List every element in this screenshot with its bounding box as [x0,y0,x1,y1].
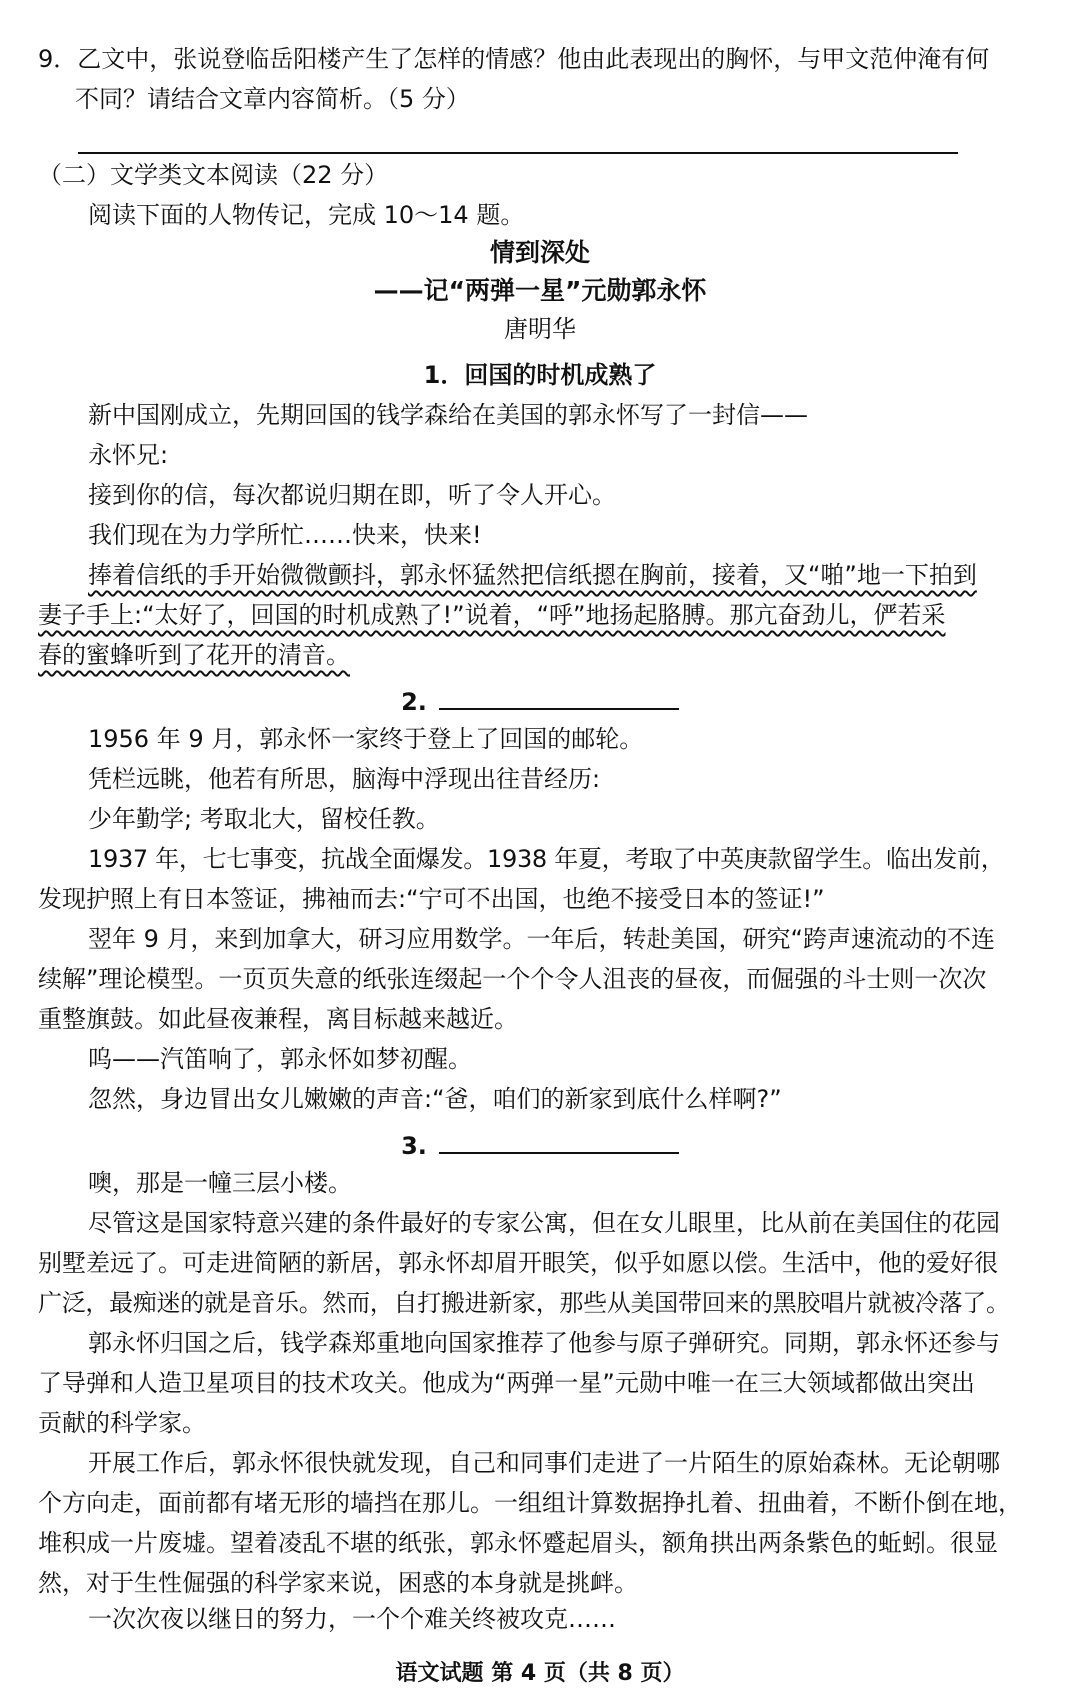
question-9-line-2: 不同？请结合文章内容简析。（5 分） [75,85,470,113]
paragraph-line: 发现护照上有日本签证，拂袖而去:“宁可不出国，也绝不接受日本的签证!” [38,885,825,913]
part-3-number: 3. [401,1132,427,1160]
page-footer: 语文试题 第 4 页（共 8 页） [395,1661,685,1686]
paragraph-line: 呜——汽笛响了，郭永怀如梦初醒。 [88,1045,472,1073]
question-9-line-1: 9．乙文中，张说登临岳阳楼产生了怎样的情感？他由此表现出的胸怀，与甲文范仲淹有何 [38,45,990,73]
part-2-number: 2. [401,688,427,716]
paragraph-line: 接到你的信，每次都说归期在即，听了令人开心。 [88,481,616,509]
section-heading: （二）文学类文本阅读（22 分） [38,161,389,189]
paragraph-line: 噢，那是一幢三层小楼。 [88,1169,352,1197]
paragraph-line: 郭永怀归国之后，钱学森郑重地向国家推荐了他参与原子弹研究。同期，郭永怀还参与 [88,1329,1000,1357]
article-title: 情到深处 [489,238,590,267]
wavy-underlined-text: 妻子手上:“太好了，回国的时机成熟了!”说着，“呼”地扬起胳膊。那亢奋劲儿，俨若采 [38,601,946,629]
paragraph-line: 凭栏远眺，他若有所思，脑海中浮现出往昔经历: [88,765,601,793]
paragraph-line: 永怀兄: [88,441,169,469]
paragraph-line: 然，对于生性倔强的科学家来说，困惑的本身就是挑衅。 [38,1569,638,1597]
answer-line [78,152,958,154]
paragraph-line: 了导弹和人造卫星项目的技术攻关。他成为“两弹一星”元勋中唯一在三大领域都做出突出 [38,1369,975,1397]
paragraph-line: 1956 年 9 月，郭永怀一家终于登上了回国的邮轮。 [88,725,644,753]
part-2-blank [439,680,679,710]
paragraph-line: 别墅差远了。可走进简陋的新居，郭永怀却眉开眼笑，似乎如愿以偿。生活中，他的爱好很 [38,1249,998,1277]
paragraph-line: 开展工作后，郭永怀很快就发现，自己和同事们走进了一片陌生的原始森林。无论朝哪 [88,1449,1000,1477]
part-1-heading: 1．回国的时机成熟了 [423,361,657,389]
wavy-underlined-text: 捧着信纸的手开始微微颤抖，郭永怀猛然把信纸摁在胸前，接着，又“啪”地一下拍到 [88,561,977,589]
paragraph-line: 少年勤学; 考取北大，留校任教。 [88,805,440,833]
paragraph-line: 新中国刚成立，先期回国的钱学森给在美国的郭永怀写了一封信—— [88,401,808,429]
article-subtitle: ——记“两弹一星”元勋郭永怀 [373,276,707,305]
part-2-heading [0,680,1080,718]
paragraph-line: 我们现在为力学所忙……快来，快来! [88,521,482,549]
paragraph-line: 堆积成一片废墟。望着凌乱不堪的纸张，郭永怀蹙起眉头，额角拱出两条紫色的蚯蚓。很显 [38,1529,998,1557]
section-instruction: 阅读下面的人物传记，完成 10～14 题。 [88,201,525,229]
wavy-underlined-text: 春的蜜蜂听到了花开的清音。 [38,641,350,669]
paragraph-line: 续解”理论模型。一页页失意的纸张连缀起一个个令人沮丧的昼夜，而倔强的斗士则一次次 [38,965,987,993]
paragraph-line: 翌年 9 月，来到加拿大，研习应用数学。一年后，转赴美国，研究“跨声速流动的不连 [88,925,995,953]
part-3-heading [0,1124,1080,1162]
paragraph-line: 尽管这是国家特意兴建的条件最好的专家公寓，但在女儿眼里，比从前在美国住的花园 [88,1209,1000,1237]
paragraph-line: 个方向走，面前都有堵无形的墙挡在那儿。一组组计算数据挣扎着、扭曲着，不断仆倒在地， [38,1489,1022,1517]
paragraph-line: 贡献的科学家。 [38,1409,206,1437]
paragraph-line-wavy [38,596,1048,634]
part-3-blank [439,1124,679,1154]
paragraph-line: 广泛，最痴迷的就是音乐。然而，自打搬进新家，那些从美国带回来的黑胶唱片就被冷落了。 [38,1289,1010,1317]
paragraph-line: 忽然，身边冒出女儿嫩嫩的声音:“爸，咱们的新家到底什么样啊?” [88,1085,782,1113]
paragraph-line-wavy [88,556,1048,594]
article-author: 唐明华 [504,315,576,343]
paragraph-line: 重整旗鼓。如此昼夜兼程，离目标越来越近。 [38,1005,518,1033]
paragraph-line-wavy [38,636,1048,674]
paragraph-line: 一次次夜以继日的努力，一个个难关终被攻克…… [88,1605,616,1633]
paragraph-line: 1937 年，七七事变，抗战全面爆发。1938 年夏，考取了中英庚款留学生。临出发前， [88,845,1005,873]
